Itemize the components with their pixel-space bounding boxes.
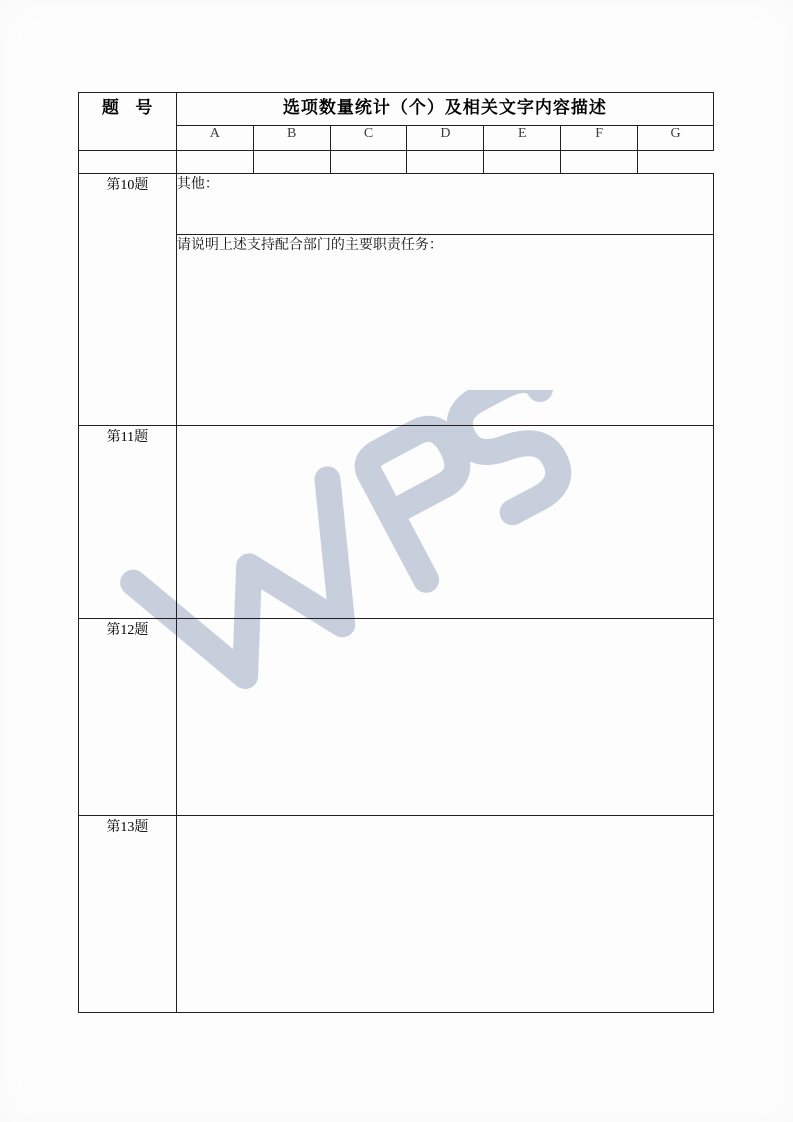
- option-value-d[interactable]: [330, 151, 407, 174]
- table-row: [79, 174, 714, 235]
- option-header-c: C: [330, 126, 407, 151]
- option-value-c[interactable]: [253, 151, 330, 174]
- option-value-g[interactable]: [561, 151, 638, 174]
- option-value-row: [79, 151, 714, 174]
- option-header-b: B: [253, 126, 330, 151]
- header-stats-title: 选项数量统计（个）及相关文字内容描述: [176, 93, 713, 126]
- answer-field-12[interactable]: [176, 619, 713, 816]
- answer-field-13[interactable]: [176, 816, 713, 1013]
- option-header-a: A: [176, 126, 253, 151]
- table-header-row: [79, 93, 714, 126]
- header-question-number: 题 号: [79, 93, 177, 151]
- option-value-b[interactable]: [176, 151, 253, 174]
- option-value-a[interactable]: [79, 151, 177, 174]
- option-header-g: G: [638, 126, 714, 151]
- question-label-10: 第10题: [79, 174, 177, 426]
- other-field[interactable]: 其他：: [176, 174, 713, 235]
- answer-field-11[interactable]: [176, 426, 713, 619]
- table-row: [79, 426, 714, 619]
- option-header-d: D: [407, 126, 484, 151]
- question-label-12: 第12题: [79, 619, 177, 816]
- option-value-e[interactable]: [407, 151, 484, 174]
- option-header-e: E: [484, 126, 561, 151]
- questionnaire-table: [78, 92, 714, 1013]
- option-header-f: F: [561, 126, 638, 151]
- table-row: [79, 619, 714, 816]
- question-label-11: 第11题: [79, 426, 177, 619]
- duty-description-field[interactable]: 请说明上述支持配合部门的主要职责任务：: [176, 235, 713, 426]
- option-value-f[interactable]: [484, 151, 561, 174]
- table-row: [79, 816, 714, 1013]
- question-label-13: 第13题: [79, 816, 177, 1013]
